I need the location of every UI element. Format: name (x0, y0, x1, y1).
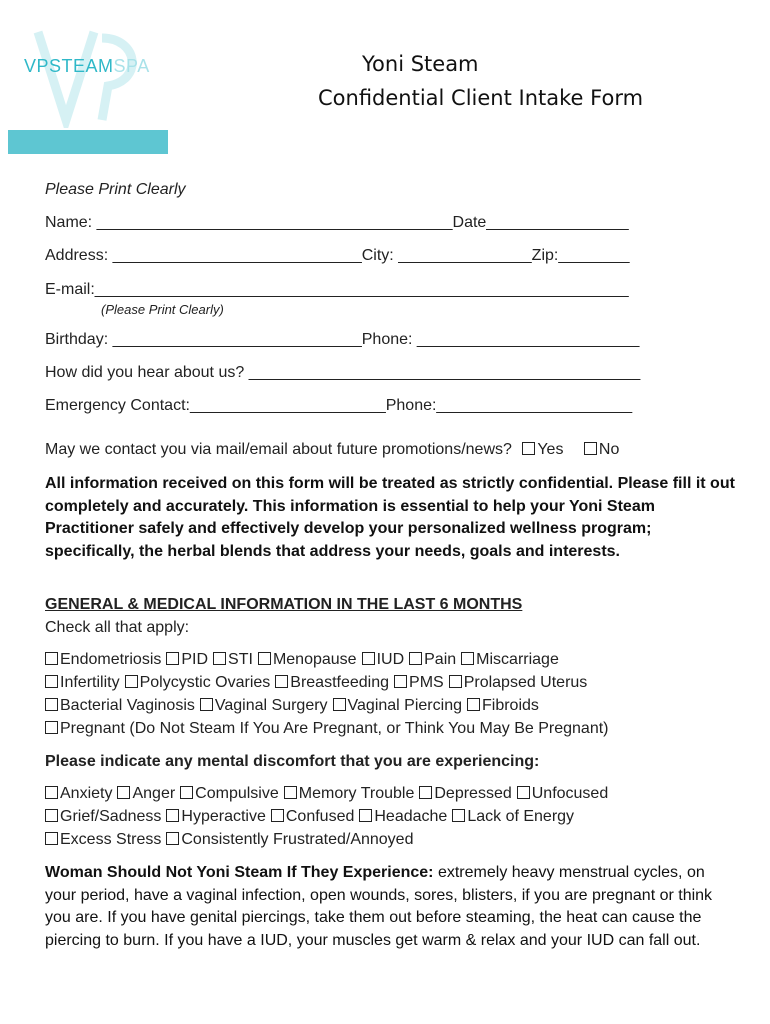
option-label: Vaginal Piercing (347, 697, 462, 714)
checkbox[interactable] (213, 652, 226, 665)
checkbox[interactable] (166, 809, 179, 822)
checkbox[interactable] (452, 809, 465, 822)
warning-paragraph (45, 862, 735, 952)
option-label: Memory Trouble (298, 785, 415, 802)
checkbox[interactable] (271, 809, 284, 822)
no-label: No (598, 441, 620, 458)
checkbox[interactable] (166, 832, 179, 845)
checkbox[interactable] (333, 698, 346, 711)
mental-option[interactable] (166, 831, 413, 848)
option-label: Depressed (434, 785, 512, 802)
form-title: Yoni Steam (362, 52, 479, 76)
warning-text: extremely heavy menstrual cycles, on your period, have a vaginal infection, open wounds, sores, blisters, if you are pregnant or think you are. If you have genital piercings, take them out before steaming, the heat can cause the piercing to burn. If you have a IUD, your muscles get warm & relax and your IUD can fall out. (45, 864, 713, 949)
mental-option[interactable] (284, 785, 415, 802)
checkbox[interactable] (180, 786, 193, 799)
medical-option[interactable] (333, 697, 462, 714)
mental-option[interactable] (180, 785, 279, 802)
checkbox[interactable] (45, 786, 58, 799)
mental-discomfort-heading: Please indicate any mental discomfort that you are experiencing: (45, 753, 540, 770)
address-field[interactable]: Address: ____________________________City: _______________Zip:________ (45, 247, 630, 264)
option-label: Consistently Frustrated/Annoyed (181, 831, 414, 848)
name-date-field[interactable]: Name: ________________________________________Date________________ (45, 214, 629, 231)
option-label: Hyperactive (181, 808, 266, 825)
checkbox[interactable] (200, 698, 213, 711)
option-label: Pregnant (Do Not Steam If You Are Pregnant, or Think You May Be Pregnant) (60, 720, 609, 737)
no-checkbox[interactable] (584, 442, 597, 455)
checkbox[interactable] (45, 832, 58, 845)
yes-checkbox[interactable] (522, 442, 535, 455)
medical-row (45, 651, 564, 669)
mental-option[interactable] (517, 785, 609, 802)
medical-row (45, 720, 613, 738)
medical-option[interactable] (45, 720, 608, 737)
yes-label: Yes (537, 441, 564, 458)
medical-option[interactable] (45, 697, 195, 714)
medical-option[interactable] (258, 651, 357, 668)
option-label: Prolapsed Uterus (463, 674, 588, 691)
option-label: Excess Stress (60, 831, 162, 848)
option-label: Infertility (60, 674, 120, 691)
emergency-contact-field[interactable]: Emergency Contact:______________________Phone:______________________ (45, 397, 633, 414)
contact-question (45, 441, 619, 459)
logo-text: VPSTEAMSPA (24, 56, 150, 76)
mental-option[interactable] (166, 808, 265, 825)
checkbox[interactable] (275, 675, 288, 688)
form-subtitle: Confidential Client Intake Form (318, 86, 644, 110)
option-label: STI (228, 651, 253, 668)
email-field[interactable]: E-mail:____________________________________________________________ (45, 281, 629, 298)
medical-option[interactable] (125, 674, 271, 691)
option-label: Fibroids (481, 697, 539, 714)
warning-heading: Woman Should Not Yoni Steam If They Experience: (45, 864, 434, 881)
option-label: Bacterial Vaginosis (60, 697, 195, 714)
logo-mark-icon (18, 28, 148, 128)
general-medical-heading: GENERAL & MEDICAL INFORMATION IN THE LAST 6 MONTHS (45, 596, 523, 613)
option-label: Unfocused (531, 785, 609, 802)
option-label: Menopause (272, 651, 357, 668)
medical-option[interactable] (45, 651, 161, 668)
mental-option[interactable] (45, 785, 112, 802)
mental-option[interactable] (45, 808, 161, 825)
option-label: Anger (132, 785, 176, 802)
medical-option[interactable] (275, 674, 389, 691)
medical-option[interactable] (467, 697, 539, 714)
check-all-instruction: Check all that apply: (45, 619, 190, 636)
mental-option[interactable] (452, 808, 574, 825)
checkbox[interactable] (517, 786, 530, 799)
mental-option[interactable] (271, 808, 355, 825)
confidentiality-paragraph: All information received on this form will be treated as strictly confidential. Please fill it out completely and accurately. This information is essential to help your Yoni Steam Practitioner safely and effectively develop your personalized wellness program; specifically, the herbal blends that address your needs, goals and interests. (45, 475, 735, 560)
option-label: Anxiety (60, 785, 113, 802)
medical-option[interactable] (200, 697, 328, 714)
option-label: Headache (374, 808, 448, 825)
mental-row (45, 831, 418, 849)
checkbox[interactable] (45, 721, 58, 734)
medical-option[interactable] (166, 651, 208, 668)
logo-bar (8, 130, 168, 154)
mental-row (45, 785, 613, 803)
medical-option[interactable] (449, 674, 588, 691)
contact-question-text: May we contact you via mail/email about future promotions/news? (45, 441, 512, 458)
checkbox[interactable] (258, 652, 271, 665)
checkbox[interactable] (449, 675, 462, 688)
checkbox[interactable] (359, 809, 372, 822)
checkbox[interactable] (45, 809, 58, 822)
print-clearly-note: Please Print Clearly (45, 181, 186, 198)
option-label: Pain (424, 651, 457, 668)
medical-option[interactable] (394, 674, 444, 691)
checkbox[interactable] (419, 786, 432, 799)
checkbox[interactable] (284, 786, 297, 799)
medical-row (45, 697, 544, 715)
option-label: Lack of Energy (467, 808, 575, 825)
checkbox[interactable] (362, 652, 375, 665)
medical-option[interactable] (213, 651, 253, 668)
option-label: IUD (376, 651, 405, 668)
mental-option[interactable] (359, 808, 447, 825)
medical-row (45, 674, 592, 692)
mental-row (45, 808, 579, 826)
option-label: Vaginal Surgery (214, 697, 328, 714)
option-label: Breastfeeding (290, 674, 390, 691)
option-label: Confused (285, 808, 355, 825)
checkbox[interactable] (125, 675, 138, 688)
referral-field[interactable]: How did you hear about us? ____________________________________________ (45, 364, 641, 381)
option-label: Endometriosis (60, 651, 162, 668)
medical-option[interactable] (409, 651, 456, 668)
checkbox[interactable] (45, 698, 58, 711)
birthday-phone-field[interactable]: Birthday: ____________________________Phone: _________________________ (45, 331, 640, 348)
mental-option[interactable] (45, 831, 161, 848)
option-label: Compulsive (195, 785, 279, 802)
checkbox[interactable] (467, 698, 480, 711)
medical-option[interactable] (362, 651, 405, 668)
checkbox[interactable] (45, 652, 58, 665)
checkbox[interactable] (45, 675, 58, 688)
checkbox[interactable] (166, 652, 179, 665)
option-label: Grief/Sadness (60, 808, 162, 825)
option-label: PID (181, 651, 209, 668)
medical-option[interactable] (461, 651, 559, 668)
checkbox[interactable] (394, 675, 407, 688)
mental-option[interactable] (117, 785, 175, 802)
spa-logo (8, 28, 168, 154)
checkbox[interactable] (409, 652, 422, 665)
mental-option[interactable] (419, 785, 511, 802)
option-label: PMS (409, 674, 444, 691)
checkbox[interactable] (461, 652, 474, 665)
option-label: Miscarriage (476, 651, 559, 668)
option-label: Polycystic Ovaries (139, 674, 271, 691)
checkbox[interactable] (117, 786, 130, 799)
email-note: (Please Print Clearly) (101, 302, 224, 317)
medical-option[interactable] (45, 674, 120, 691)
